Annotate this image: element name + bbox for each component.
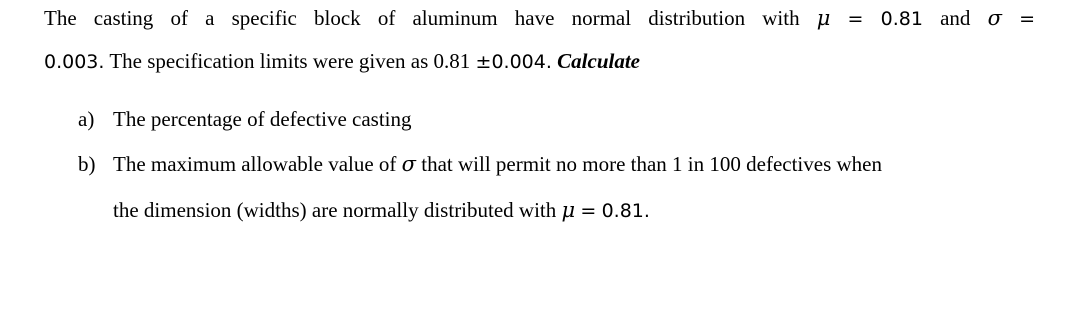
equals-sign-2: = <box>1019 8 1035 30</box>
calculate-emphasis: Calculate <box>557 49 640 73</box>
part-b <box>78 152 882 176</box>
equals-sign-b: = <box>580 200 597 222</box>
problem-statement-line-1 <box>44 6 1035 31</box>
tolerance-value: 0.004. <box>491 51 552 73</box>
part-b-text-2: the dimension (widths) are normally distributed with <box>113 198 557 222</box>
part-b-text-1: The maximum allowable value of <box>113 152 397 176</box>
std-dev-value: 0.003. <box>44 51 105 73</box>
part-b-label: b) <box>78 152 96 176</box>
problem-text-2: The specification limits were given as 0.81 <box>109 49 471 73</box>
problem-text-1: The casting of a specific block of aluminum have normal distribution with <box>44 6 800 30</box>
mu-symbol-b: μ <box>561 198 576 222</box>
part-b-continuation <box>113 198 650 223</box>
plus-minus-symbol: ± <box>475 51 492 73</box>
mu-symbol: μ <box>816 6 831 30</box>
part-a-text: The percentage of defective casting <box>113 107 412 131</box>
sigma-symbol: σ <box>987 6 1002 30</box>
sigma-symbol-b: σ <box>401 152 417 176</box>
mean-value: 0.81 <box>880 8 923 30</box>
part-b-text-1-cont: that will permit no more than 1 in 100 defectives when <box>421 152 882 176</box>
part-a-label: a) <box>78 107 95 131</box>
mean-value-b: 0.81. <box>601 200 650 222</box>
equals-sign: = <box>847 8 864 30</box>
problem-statement-line-2 <box>44 49 640 74</box>
and-word: and <box>940 6 971 30</box>
part-a <box>78 107 412 131</box>
